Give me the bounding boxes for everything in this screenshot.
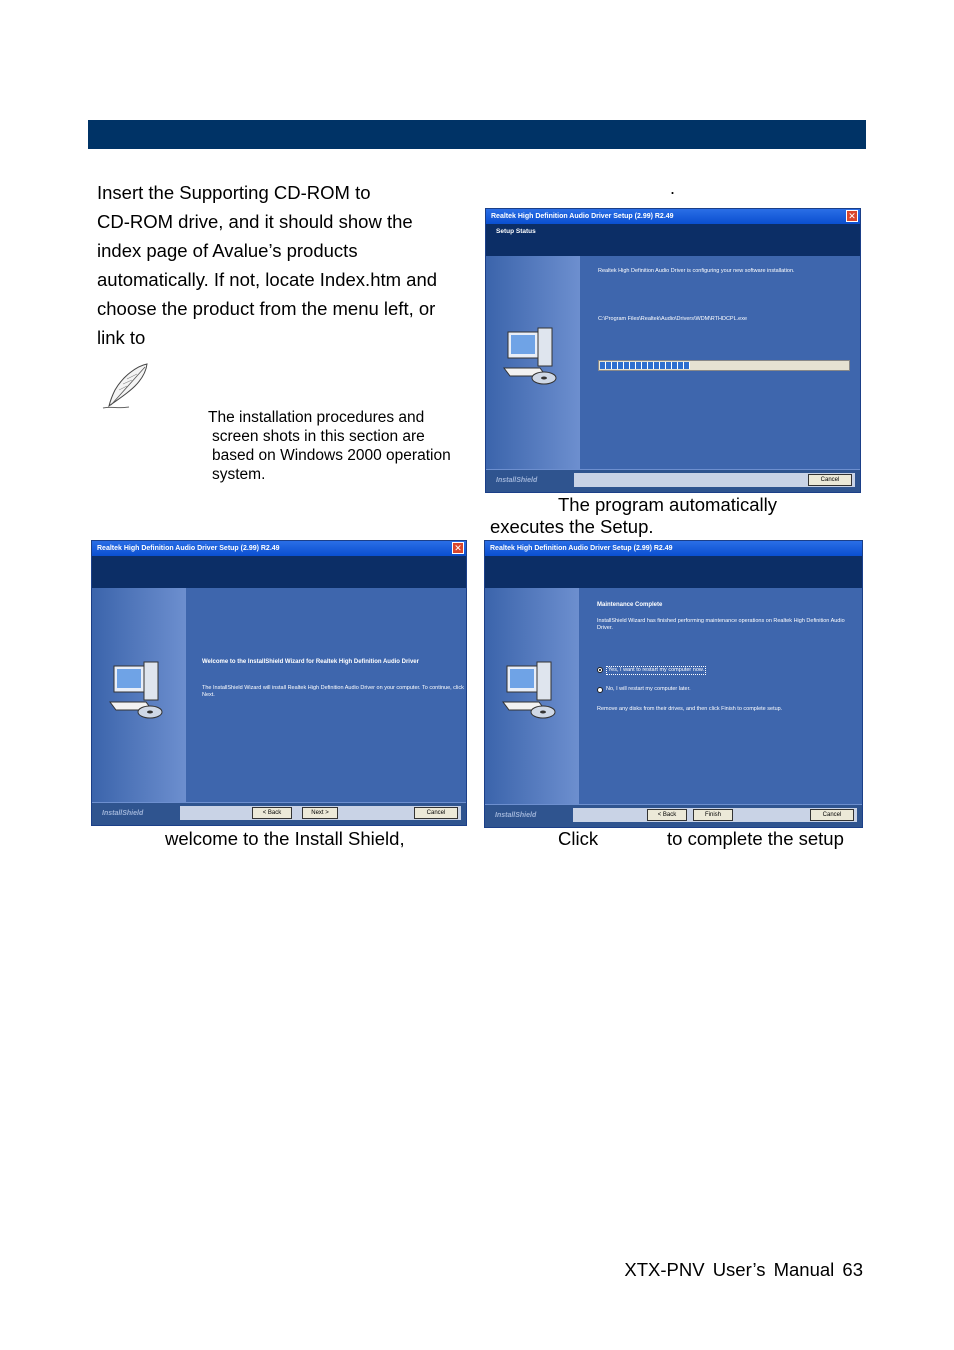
- note-line: based on Windows 2000 operation: [212, 447, 451, 464]
- restart-now-label[interactable]: Yes, I want to restart my computer now.: [608, 667, 705, 673]
- intro-line: automatically. If not, locate Index.htm and: [97, 269, 438, 290]
- dialog-body: [580, 256, 860, 470]
- installshield-brand: InstallShield: [496, 477, 538, 484]
- remove-disks-note: Remove any disks from their drives, and then click Finish to complete setup.: [597, 706, 783, 712]
- setup-caption-line2: executes the Setup.: [490, 516, 654, 537]
- complete-caption-click: Click: [558, 828, 599, 849]
- back-button[interactable]: < Back: [252, 807, 292, 819]
- intro-line: link to: [97, 327, 146, 348]
- section-banner: [88, 120, 866, 149]
- dialog-side-panel: [486, 256, 580, 470]
- dialog-header: [92, 556, 466, 588]
- note-line: system.: [212, 466, 266, 483]
- computer-setup-icon: [500, 324, 560, 388]
- intro-line: index page of Avalue’s products: [97, 240, 358, 261]
- welcome-dialog: [91, 540, 467, 826]
- complete-body: InstallShield Wizard has finished performing maintenance operations on Realtek High Definition Audio Driver.: [597, 618, 845, 631]
- intro-line: choose the product from the menu left, or: [97, 298, 436, 319]
- feather-pen-icon: [97, 360, 155, 412]
- setup-status-dialog: [485, 208, 861, 493]
- dialog-header: [485, 556, 862, 588]
- computer-setup-icon: [106, 658, 166, 722]
- intro-line: Insert the Supporting CD-ROM to: [97, 182, 371, 203]
- progress-bar: [598, 360, 850, 371]
- dialog-title-bar: Realtek High Definition Audio Driver Setup (2.99) R2.49: [486, 209, 860, 224]
- page-footer: XTX-PNV User’s Manual 63: [624, 1259, 863, 1280]
- cancel-button[interactable]: Cancel: [810, 809, 854, 821]
- close-icon[interactable]: ✕: [846, 210, 858, 222]
- dialog-body: [186, 588, 466, 803]
- dialog-body: [579, 588, 862, 805]
- dialog-footer: [92, 802, 466, 825]
- cancel-button[interactable]: Cancel: [414, 807, 458, 819]
- installation-note: [208, 408, 470, 484]
- maintenance-complete-dialog: [484, 540, 863, 828]
- note-line: The installation procedures and: [208, 409, 425, 426]
- complete-heading: Maintenance Complete: [597, 602, 663, 608]
- dialog-header-title: Setup Status: [496, 228, 536, 235]
- finish-button[interactable]: Finish: [693, 809, 733, 821]
- status-message: Realtek High Definition Audio Driver is configuring your new software installation.: [598, 268, 795, 274]
- welcome-body: The InstallShield Wizard will install Realtek High Definition Audio Driver on your computer. To continue, click Next.: [202, 685, 464, 698]
- restart-later-label[interactable]: No, I will restart my computer later.: [606, 686, 691, 692]
- welcome-caption: welcome to the Install Shield,: [165, 828, 405, 849]
- progress-fill: [600, 362, 690, 369]
- note-line: screen shots in this section are: [212, 428, 425, 445]
- dialog-title-bar: Realtek High Definition Audio Driver Setup (2.99) R2.49: [92, 541, 466, 556]
- welcome-heading: Welcome to the InstallShield Wizard for Realtek High Definition Audio Driver: [202, 659, 419, 665]
- intro-paragraph: [97, 178, 467, 352]
- dialog-side-panel: [485, 588, 579, 805]
- dialog-title-bar: Realtek High Definition Audio Driver Setup (2.99) R2.49: [485, 541, 862, 556]
- dialog-footer: [485, 804, 862, 827]
- dialog-side-panel: [92, 588, 186, 803]
- restart-now-radio[interactable]: [597, 667, 603, 673]
- computer-setup-icon: [499, 658, 559, 722]
- complete-caption-rest: to complete the setup: [667, 828, 844, 849]
- setup-caption-line1: The program automatically: [558, 494, 778, 515]
- install-path: C:\Program Files\Realtek\Audio\Drivers\WDM\RTHDCPL.exe: [598, 316, 748, 322]
- close-icon[interactable]: ✕: [452, 542, 464, 554]
- cancel-button[interactable]: Cancel: [808, 474, 852, 486]
- restart-later-radio[interactable]: [597, 687, 603, 693]
- installshield-brand: InstallShield: [102, 810, 144, 817]
- intro-line: CD-ROM drive, and it should show the: [97, 211, 413, 232]
- dialog-header: [486, 224, 860, 256]
- dialog-footer: [486, 469, 860, 492]
- top-right-mark: .: [670, 178, 676, 198]
- next-button[interactable]: Next >: [302, 807, 338, 819]
- back-button[interactable]: < Back: [647, 809, 687, 821]
- installshield-brand: InstallShield: [495, 812, 537, 819]
